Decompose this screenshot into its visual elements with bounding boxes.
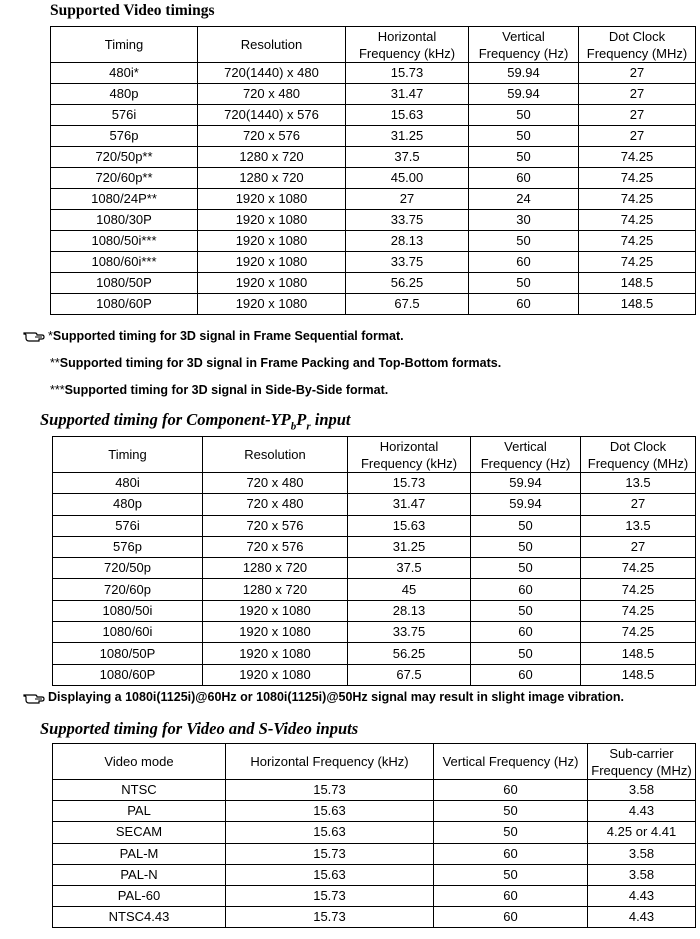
heading-text-suffix: input (310, 410, 351, 429)
table-cell: 50 (469, 147, 579, 168)
table-cell: 1280 x 720 (203, 558, 348, 579)
column-header: Resolution (203, 437, 348, 473)
table-cell: 1080/60P (51, 294, 198, 315)
note-3d-side-by-side (50, 383, 388, 397)
table-row (53, 622, 696, 643)
table-cell: NTSC (53, 780, 226, 801)
table-cell: 15.63 (226, 801, 434, 822)
table-cell: 15.73 (226, 780, 434, 801)
table-cell: 1080/60i (53, 622, 203, 643)
video-svideo-table (52, 743, 696, 928)
table-cell: 4.43 (588, 801, 696, 822)
table-cell: 720 x 480 (203, 473, 348, 494)
table-cell: 1080/30P (51, 210, 198, 231)
table-header-row (53, 744, 696, 780)
note-star: *** (50, 383, 65, 397)
table-cell: 1080/50P (53, 643, 203, 664)
table-row (53, 664, 696, 685)
pointing-hand-icon (23, 329, 45, 343)
table-cell: 60 (471, 622, 581, 643)
table-cell: 15.73 (346, 63, 469, 84)
column-header: Resolution (198, 27, 346, 63)
table-cell: 27 (579, 63, 696, 84)
table-cell: 31.25 (346, 126, 469, 147)
table-cell: PAL-N (53, 864, 226, 885)
table-row (53, 558, 696, 579)
table-cell: 60 (469, 294, 579, 315)
table-cell: 60 (434, 885, 588, 906)
table-cell: 74.25 (579, 252, 696, 273)
table-cell: 45.00 (346, 168, 469, 189)
table-cell: 1080/24P** (51, 189, 198, 210)
table-cell: 27 (579, 126, 696, 147)
table-row (51, 63, 696, 84)
table-cell: 28.13 (348, 600, 471, 621)
table-cell: 67.5 (346, 294, 469, 315)
table-cell: 28.13 (346, 231, 469, 252)
table-row (53, 801, 696, 822)
table-cell: 1080/60i*** (51, 252, 198, 273)
table-row (51, 105, 696, 126)
table-cell: 1920 x 1080 (203, 643, 348, 664)
table-cell: 74.25 (579, 147, 696, 168)
table-cell: 50 (434, 864, 588, 885)
table-cell: 31.47 (348, 494, 471, 515)
table-cell: 27 (579, 84, 696, 105)
table-cell: PAL-60 (53, 885, 226, 906)
note-text: Supported timing for 3D signal in Frame Packing and Top-Bottom formats. (59, 356, 502, 370)
heading-text-p: P (296, 410, 307, 429)
column-header: Vertical Frequency (Hz) (471, 437, 581, 473)
table-cell: 1920 x 1080 (203, 600, 348, 621)
column-header: Vertical Frequency (Hz) (469, 27, 579, 63)
table-cell: 720(1440) x 576 (198, 105, 346, 126)
table-row (53, 643, 696, 664)
table-row (51, 273, 696, 294)
table-cell: 74.25 (579, 168, 696, 189)
component-timings-table (52, 436, 696, 686)
table-cell: 24 (469, 189, 579, 210)
table-row (51, 294, 696, 315)
table-cell: 37.5 (346, 147, 469, 168)
table-cell: 1280 x 720 (198, 168, 346, 189)
table-cell: 13.5 (581, 515, 696, 536)
table-row (53, 494, 696, 515)
table-cell: PAL (53, 801, 226, 822)
table-cell: 50 (469, 273, 579, 294)
table-cell: 60 (469, 168, 579, 189)
table-cell: 576p (53, 536, 203, 557)
table-cell: 33.75 (348, 622, 471, 643)
table-cell: 31.47 (346, 84, 469, 105)
heading-sub-b: b (290, 420, 297, 433)
column-header: Horizontal Frequency (kHz) (226, 744, 434, 780)
table-row (53, 579, 696, 600)
table-header-row (51, 27, 696, 63)
table-cell: 1080/60P (53, 664, 203, 685)
table-cell: 148.5 (581, 664, 696, 685)
note-1080i-vibration: Displaying a 1080i(1125i)@60Hz or 1080i(1125i)@50Hz signal may result in slight image vibration. (48, 690, 624, 704)
table-cell: 720/50p** (51, 147, 198, 168)
table-cell: NTSC4.43 (53, 907, 226, 928)
table-cell: 720/50p (53, 558, 203, 579)
table-cell: 50 (434, 801, 588, 822)
table-cell: 50 (471, 536, 581, 557)
heading-sub-r: r (306, 420, 311, 433)
table-row (53, 822, 696, 843)
column-header: Timing (53, 437, 203, 473)
column-header: Dot Clock Frequency (MHz) (581, 437, 696, 473)
note-3d-frame-packing (50, 356, 501, 370)
table-cell: 3.58 (588, 780, 696, 801)
table-cell: 1920 x 1080 (198, 231, 346, 252)
note-text: Supported timing for 3D signal in Frame Sequential format. (52, 329, 404, 343)
table-row (53, 473, 696, 494)
table-cell: 60 (469, 252, 579, 273)
note-text: Supported timing for 3D signal in Side-By-Side format. (64, 383, 389, 397)
table-cell: 480i (53, 473, 203, 494)
column-header: Timing (51, 27, 198, 63)
table-cell: 15.73 (226, 885, 434, 906)
table-row (53, 600, 696, 621)
table-cell: 1280 x 720 (198, 147, 346, 168)
table-cell: 15.63 (226, 822, 434, 843)
table-cell: 576i (53, 515, 203, 536)
table-cell: 59.94 (469, 63, 579, 84)
table-cell: 59.94 (469, 84, 579, 105)
table-cell: 74.25 (581, 600, 696, 621)
table-cell: 576p (51, 126, 198, 147)
table-cell: 67.5 (348, 664, 471, 685)
table-cell: 720 x 576 (203, 515, 348, 536)
section-heading-video-svideo: Supported timing for Video and S-Video inputs (40, 719, 359, 738)
table-cell: 50 (471, 558, 581, 579)
table-cell: 480i* (51, 63, 198, 84)
section-heading-component (40, 410, 351, 432)
table-cell: 27 (579, 105, 696, 126)
column-header: Horizontal Frequency (kHz) (346, 27, 469, 63)
table-row (51, 168, 696, 189)
table-cell: 33.75 (346, 210, 469, 231)
table-cell: 33.75 (346, 252, 469, 273)
table-cell: 1920 x 1080 (198, 189, 346, 210)
table-row (53, 907, 696, 928)
table-cell: 74.25 (581, 579, 696, 600)
section-heading-video-timings: Supported Video timings (50, 2, 215, 19)
table-cell: 480p (51, 84, 198, 105)
table-cell: 74.25 (579, 210, 696, 231)
note-star: * (48, 329, 53, 343)
table-row (51, 210, 696, 231)
table-cell: 74.25 (579, 189, 696, 210)
table-cell: 50 (469, 126, 579, 147)
table-cell: 1920 x 1080 (198, 252, 346, 273)
table-cell: 148.5 (581, 643, 696, 664)
table-cell: 27 (346, 189, 469, 210)
video-timings-table (50, 26, 696, 315)
table-cell: 3.58 (588, 843, 696, 864)
table-cell: 1920 x 1080 (198, 294, 346, 315)
table-cell: 720/60p** (51, 168, 198, 189)
table-cell: 1080/50i (53, 600, 203, 621)
table-cell: 148.5 (579, 273, 696, 294)
table-cell: 15.73 (226, 843, 434, 864)
table-cell: 37.5 (348, 558, 471, 579)
table-row (51, 231, 696, 252)
table-cell: 15.63 (226, 864, 434, 885)
column-header: Horizontal Frequency (kHz) (348, 437, 471, 473)
pointing-hand-icon (23, 691, 45, 705)
table-row (53, 536, 696, 557)
table-cell: 720 x 480 (203, 494, 348, 515)
table-cell: 4.25 or 4.41 (588, 822, 696, 843)
table-cell: 1080/50P (51, 273, 198, 294)
table-cell: 720 x 576 (198, 126, 346, 147)
column-header: Video mode (53, 744, 226, 780)
table-cell: 148.5 (579, 294, 696, 315)
table-cell: 59.94 (471, 473, 581, 494)
table-cell: 56.25 (348, 643, 471, 664)
table-cell: 31.25 (348, 536, 471, 557)
table-cell: 50 (434, 822, 588, 843)
table-cell: 50 (471, 600, 581, 621)
table-row (53, 864, 696, 885)
table-cell: PAL-M (53, 843, 226, 864)
table-row (53, 515, 696, 536)
column-header: Dot Clock Frequency (MHz) (579, 27, 696, 63)
table-header-row (53, 437, 696, 473)
table-row (53, 885, 696, 906)
table-cell: 4.43 (588, 885, 696, 906)
table-cell: 1920 x 1080 (198, 210, 346, 231)
table-cell: 1920 x 1080 (203, 664, 348, 685)
table-cell: 59.94 (471, 494, 581, 515)
table-cell: 15.63 (346, 105, 469, 126)
table-cell: 27 (581, 536, 696, 557)
table-cell: 720 x 576 (203, 536, 348, 557)
table-row (51, 84, 696, 105)
table-cell: 15.73 (226, 907, 434, 928)
table-cell: 1280 x 720 (203, 579, 348, 600)
table-cell: SECAM (53, 822, 226, 843)
column-header: Vertical Frequency (Hz) (434, 744, 588, 780)
column-header: Sub-carrier Frequency (MHz) (588, 744, 696, 780)
table-cell: 50 (471, 515, 581, 536)
table-cell: 15.73 (348, 473, 471, 494)
table-row (51, 126, 696, 147)
table-cell: 720(1440) x 480 (198, 63, 346, 84)
table-cell: 60 (434, 843, 588, 864)
table-cell: 480p (53, 494, 203, 515)
note-3d-frame-sequential (48, 329, 404, 343)
table-row (53, 843, 696, 864)
table-cell: 576i (51, 105, 198, 126)
table-cell: 15.63 (348, 515, 471, 536)
table-cell: 720 x 480 (198, 84, 346, 105)
table-cell: 60 (471, 579, 581, 600)
table-cell: 30 (469, 210, 579, 231)
table-cell: 1920 x 1080 (198, 273, 346, 294)
table-cell: 60 (471, 664, 581, 685)
note-star: ** (50, 356, 60, 370)
table-cell: 1080/50i*** (51, 231, 198, 252)
table-cell: 74.25 (581, 622, 696, 643)
table-row (53, 780, 696, 801)
table-row (51, 252, 696, 273)
table-row (51, 189, 696, 210)
table-cell: 1920 x 1080 (203, 622, 348, 643)
table-cell: 60 (434, 780, 588, 801)
table-cell: 50 (469, 105, 579, 126)
table-cell: 3.58 (588, 864, 696, 885)
table-cell: 56.25 (346, 273, 469, 294)
table-cell: 720/60p (53, 579, 203, 600)
table-cell: 50 (471, 643, 581, 664)
heading-text: Supported timing for Component-YP (40, 410, 291, 429)
table-cell: 50 (469, 231, 579, 252)
table-cell: 45 (348, 579, 471, 600)
table-cell: 4.43 (588, 907, 696, 928)
table-cell: 74.25 (579, 231, 696, 252)
table-cell: 27 (581, 494, 696, 515)
table-cell: 60 (434, 907, 588, 928)
table-cell: 13.5 (581, 473, 696, 494)
table-cell: 74.25 (581, 558, 696, 579)
table-row (51, 147, 696, 168)
